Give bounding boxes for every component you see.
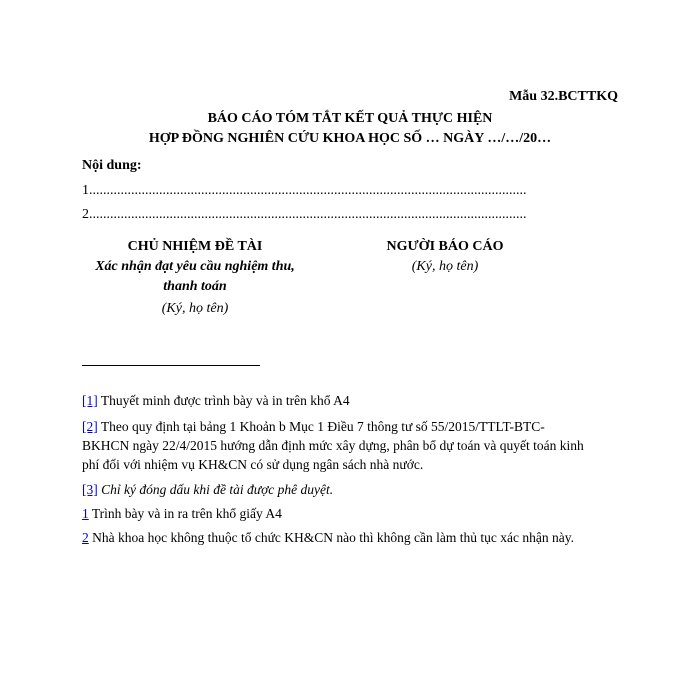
signature-confirm-note: Xác nhận đạt yêu cầu nghiệm thu, thanh toán [95, 259, 295, 294]
footnote-ref-link-3[interactable]: [3] [82, 482, 98, 497]
footnote-text-1: Thuyết minh được trình bày và in trên khổ A4 [97, 393, 350, 408]
signature-sign-note-left: (Ký, họ tên) [161, 301, 229, 316]
footnote-text-5: Nhà khoa học không thuộc tổ chức KH&CN nào thì không cần làm thủ tục xác nhận này. [88, 530, 574, 545]
footnote-text-2: Theo quy định tại bảng 1 Khoản b Mục 1 Điều 7 thông tư số 55/2015/TTLT-BTC-BKHCN ngày 22/4/2015 hướng dẫn định mức xây dựng, phân bổ dự toán và quyết toán kinh phí đối với nhiệm vụ KH&CN có sử dụng ngân sách nhà nước. [82, 419, 584, 472]
document-title-line-1: BÁO CÁO TÓM TẮT KẾT QUẢ THỰC HIỆN [207, 111, 493, 126]
footnote-ref-link-4[interactable]: 1 [82, 506, 89, 521]
footnote-4 [82, 504, 592, 523]
footnote-text-4: Trình bày và in ra trên khổ giấy A4 [88, 506, 282, 521]
footnote-divider [82, 365, 260, 366]
signature-role-project-leader: CHỦ NHIỆM ĐỀ TÀI [127, 239, 263, 254]
signature-sign-note-right: (Ký, họ tên) [411, 259, 479, 274]
form-code: Mẫu 32.BCTTKQ [509, 89, 618, 104]
signature-block-project-leader [80, 237, 310, 319]
content-line-2: 2............................................................................................................................. [82, 207, 527, 222]
footnote-5 [82, 528, 592, 547]
document-title-line-2: HỢP ĐỒNG NGHIÊN CỨU KHOA HỌC SỐ … NGÀY …/…/20… [148, 131, 552, 146]
footnote-1 [82, 391, 592, 410]
content-label: Nội dung: [82, 158, 142, 173]
footnote-text-3: Chỉ ký đóng dấu khi đề tài được phê duyệt. [97, 482, 334, 497]
footnote-ref-link-2[interactable]: [2] [82, 419, 98, 434]
footnote-2 [82, 417, 592, 474]
footnote-ref-link-5[interactable]: 2 [82, 530, 89, 545]
footnote-ref-link-1[interactable]: [1] [82, 393, 98, 408]
footnote-3 [82, 480, 592, 499]
content-line-1: 1............................................................................................................................. [82, 183, 527, 198]
signature-role-reporter: NGƯỜI BÁO CÁO [386, 239, 504, 254]
signature-block-reporter [345, 237, 545, 277]
